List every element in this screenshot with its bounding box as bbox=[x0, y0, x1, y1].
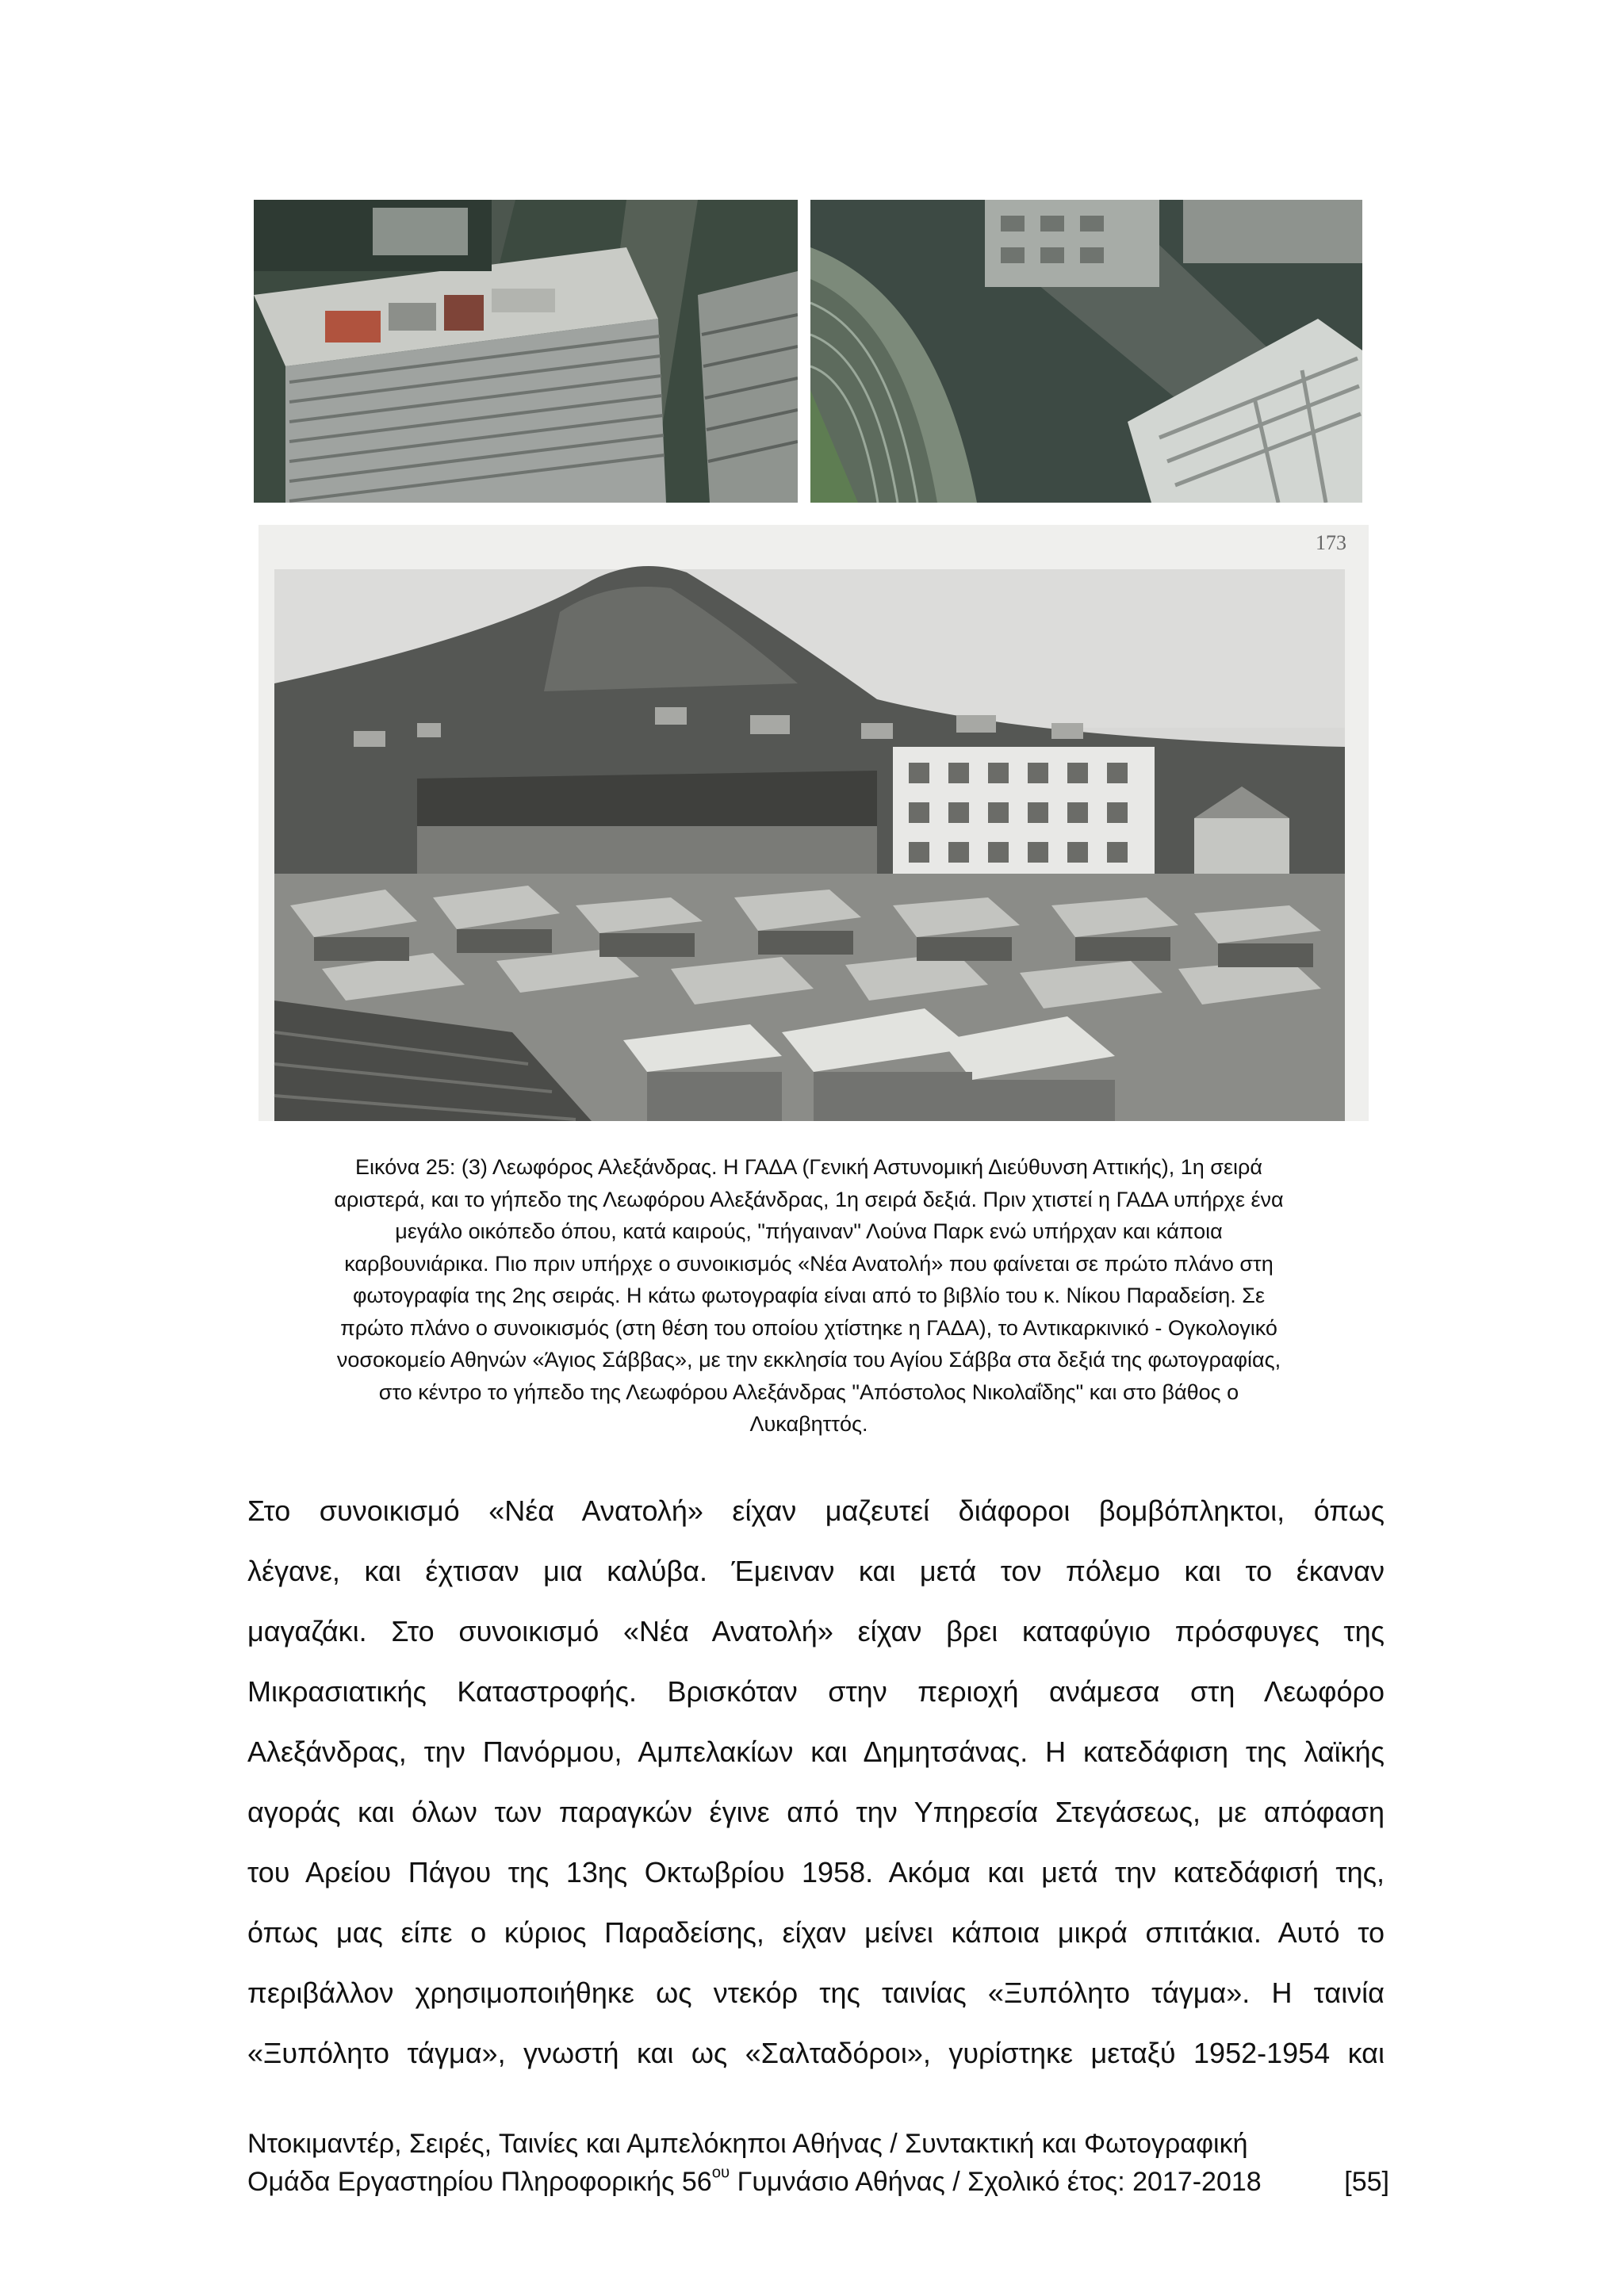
gada-building-photo bbox=[254, 200, 798, 503]
stadium-aerial-photo bbox=[810, 200, 1362, 503]
footer-superscript: ου bbox=[711, 2164, 730, 2182]
body-line: όπως μας είπε ο κύριος Παραδείσης, είχαν μείνει κάποια μικρά σπιτάκια. Αυτό το bbox=[247, 1916, 1385, 1949]
body-paragraph bbox=[247, 1481, 1385, 2084]
body-line: του Αρείου Πάγου της 13ης Οκτωβρίου 1958. Ακόμα και μετά την κατεδάφισή της, bbox=[247, 1856, 1385, 1888]
body-line: αγοράς και όλων των παραγκών έγινε από την Υπηρεσία Στεγάσεως, με απόφαση bbox=[247, 1796, 1385, 1828]
caption-line: Λυκαβηττός. bbox=[749, 1412, 868, 1436]
caption-line: φωτογραφία της 2ης σειράς. Η κάτω φωτογραφία είναι από το βιβλίο του κ. Νίκου Παραδείση. Σε bbox=[352, 1284, 1266, 1307]
page-footer bbox=[247, 2125, 1389, 2201]
book-page-number: 173 bbox=[1316, 531, 1346, 554]
caption-line: νοσοκομείο Αθηνών «Άγιος Σάββας», με την εκκλησία του Αγίου Σάββα στα δεξιά της φωτογραφίας, bbox=[336, 1348, 1281, 1372]
body-line: λέγανε, και έχτισαν μια καλύβα. Έμειναν και μετά τον πόλεμο και το έκαναν bbox=[247, 1555, 1385, 1587]
caption-line: στο κέντρο το γήπεδο της Λεωφόρου Αλεξάνδρας "Απόστολος Νικολαΐδης" και στο βάθος ο bbox=[378, 1380, 1239, 1404]
footer-text-end: Γυμνάσιο Αθήνας / Σχολικό έτος: 2017-2018 bbox=[730, 2167, 1262, 2197]
footer-line-1: Ντοκιμαντέρ, Σειρές, Ταινίες και Αμπελόκηποι Αθήνας / Συντακτική και Φωτογραφική bbox=[247, 2129, 1248, 2159]
caption-line: Εικόνα 25: (3) Λεωφόρος Αλεξάνδρας. Η ΓΑΔΑ (Γενική Αστυνομική Διεύθυνση Αττικής), 1η σειρά bbox=[355, 1155, 1262, 1179]
figure-caption bbox=[238, 1151, 1380, 1441]
body-line: Αλεξάνδρας, την Πανόρμου, Αμπελακίων και Δημητσάνας. Η κατεδάφιση της λαϊκής bbox=[247, 1735, 1385, 1768]
footer-text: Ομάδα Εργαστηρίου Πληροφορικής 56 bbox=[247, 2167, 712, 2197]
footer-line-2 bbox=[247, 2163, 1389, 2201]
caption-line: αριστερά, και το γήπεδο της Λεωφόρου Αλεξάνδρας, 1η σειρά δεξιά. Πριν χτιστεί η ΓΑΔΑ υπήρχε ένα bbox=[334, 1187, 1284, 1211]
body-line: «Ξυπόλητο τάγμα», γνωστή και ως «Σαλταδόροι», γυρίστηκε μεταξύ 1952-1954 και bbox=[247, 2037, 1385, 2069]
page-number: [55] bbox=[1344, 2167, 1389, 2197]
caption-line: καρβουνιάρικα. Πιο πριν υπήρχε ο συνοικισμός «Νέα Ανατολή» που φαίνεται σε πρώτο πλάνο στη bbox=[344, 1251, 1274, 1276]
body-line: μαγαζάκι. Στο συνοικισμό «Νέα Ανατολή» είχαν βρει καταφύγιο πρόσφυγες της bbox=[247, 1615, 1385, 1647]
lycabettus-book-photo bbox=[259, 525, 1369, 1121]
body-line: περιβάλλον χρησιμοποιήθηκε ως ντεκόρ της ταινίας «Ξυπόλητο τάγμα». Η ταινία bbox=[247, 1976, 1385, 2009]
body-line: Μικρασιατικής Καταστροφής. Βρισκόταν στην περιοχή ανάμεσα στη Λεωφόρο bbox=[247, 1675, 1385, 1708]
caption-line: μεγάλο οικόπεδο όπου, κατά καιρούς, "πήγαιναν" Λούνα Παρκ ενώ υπήρχαν και κάποια bbox=[395, 1219, 1223, 1243]
caption-line: πρώτο πλάνο ο συνοικισμός (στη θέση του οποίου χτίστηκε η ΓΑΔΑ), το Αντικαρκινικό - Ογκολογικό bbox=[340, 1315, 1277, 1340]
body-line: Στο συνοικισμό «Νέα Ανατολή» είχαν μαζευτεί διάφοροι βομβόπληκτοι, όπως bbox=[247, 1494, 1385, 1527]
